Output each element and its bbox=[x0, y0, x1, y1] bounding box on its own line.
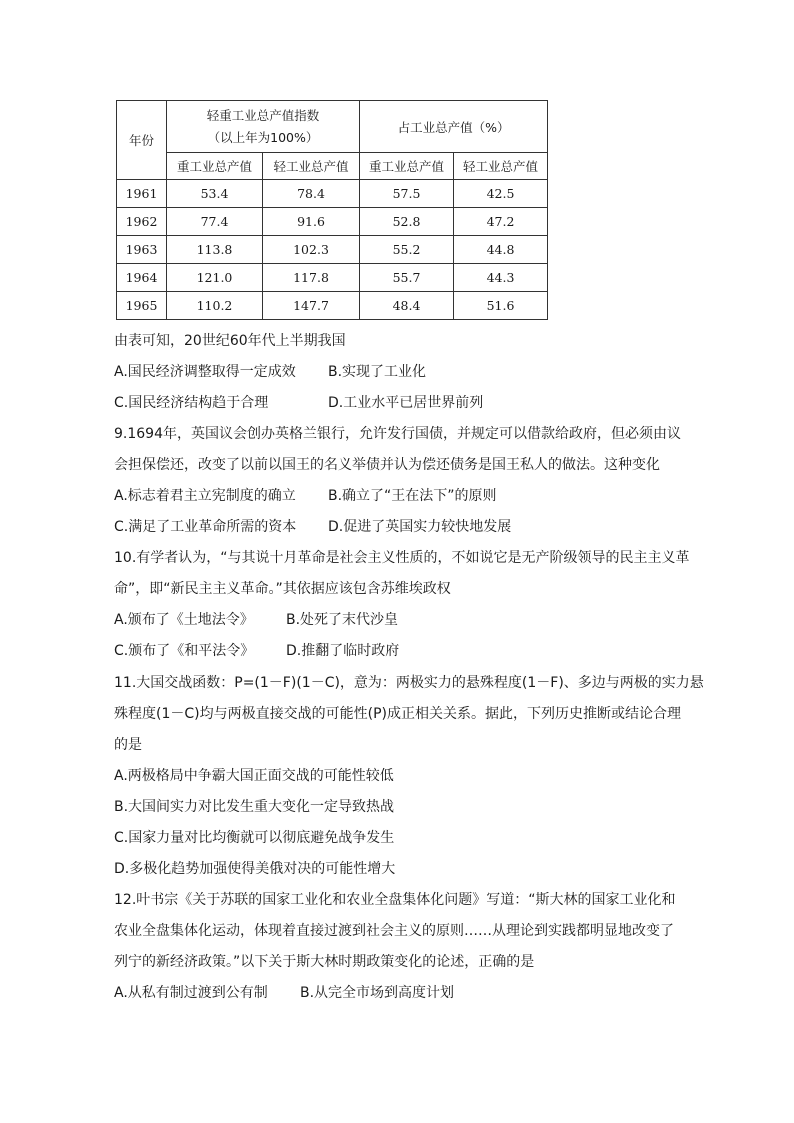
q12-stem-line-3: 列宁的新经济政策。”以下关于斯大林时期政策变化的论述，正确的是 bbox=[114, 954, 535, 970]
q10-option-a[interactable]: A.颁布了《土地法令》 bbox=[114, 612, 254, 628]
q8-option-c[interactable]: C.国民经济结构趋于合理 bbox=[114, 395, 269, 411]
q12-options-row-1 bbox=[114, 983, 454, 1003]
cell-value: 51.6 bbox=[454, 292, 548, 320]
cell-value: 121.0 bbox=[167, 264, 263, 292]
q8-options-row-1 bbox=[114, 362, 426, 382]
q8-option-a[interactable]: A.国民经济调整取得一定成效 bbox=[114, 364, 296, 380]
q12-stem-line-1: 12.叶书宗《关于苏联的国家工业化和农业全盘集体化问题》写道：“斯大林的国家工业化和 bbox=[114, 892, 676, 908]
cell-value: 47.2 bbox=[454, 208, 548, 236]
q9-option-b[interactable]: B.确立了“王在法下”的原则 bbox=[328, 488, 497, 504]
q8-options-row-2 bbox=[114, 393, 483, 413]
table-row bbox=[117, 236, 548, 264]
q9-stem-line-2: 会担保偿还，改变了以前以国王的名义举债并认为偿还债务是国王私人的做法。这种变化 bbox=[114, 457, 660, 473]
q9-stem-line-1: 9.1694年，英国议会创办英格兰银行，允许发行国债，并规定可以借款给政府，但必须由议 bbox=[114, 426, 681, 442]
table-row bbox=[117, 208, 548, 236]
cell-value: 102.3 bbox=[263, 236, 360, 264]
q9-option-c[interactable]: C.满足了工业革命所需的资本 bbox=[114, 519, 297, 535]
cell-value: 44.8 bbox=[454, 236, 548, 264]
industry-output-table bbox=[116, 100, 548, 320]
header-index-sub: （以上年为100%） bbox=[207, 129, 319, 145]
q8-option-d[interactable]: D.工业水平已居世界前列 bbox=[328, 395, 484, 411]
q12-option-a[interactable]: A.从私有制过渡到公有制 bbox=[114, 985, 268, 1001]
q10-options-row-2 bbox=[114, 641, 399, 661]
table-row bbox=[117, 180, 548, 208]
cell-value: 55.7 bbox=[360, 264, 454, 292]
table-row bbox=[117, 264, 548, 292]
cell-year: 1962 bbox=[117, 208, 167, 236]
cell-value: 77.4 bbox=[167, 208, 263, 236]
cell-value: 53.4 bbox=[167, 180, 263, 208]
q11-option-d[interactable]: D.多极化趋势加强使得美俄对决的可能性增大 bbox=[114, 861, 396, 877]
q8-option-b[interactable]: B.实现了工业化 bbox=[328, 364, 427, 380]
q10-stem-line-2: 命”，即“新民主主义革命。”其依据应该包含苏维埃政权 bbox=[114, 581, 451, 597]
q9-options-row-2 bbox=[114, 517, 511, 537]
cell-year: 1965 bbox=[117, 292, 167, 320]
cell-value: 110.2 bbox=[167, 292, 263, 320]
q10-option-b[interactable]: B.处死了末代沙皇 bbox=[286, 612, 399, 628]
q10-options-row-1 bbox=[114, 610, 398, 630]
subheader-light-index: 轻工业总产值 bbox=[263, 153, 360, 180]
q11-stem-line-1: 11.大国交战函数：P=(1－F)(1－C)，意为：两极实力的悬殊程度(1－F)、多边与两极的实力悬 bbox=[114, 675, 704, 691]
cell-year: 1961 bbox=[117, 180, 167, 208]
header-index bbox=[167, 101, 360, 153]
cell-value: 57.5 bbox=[360, 180, 454, 208]
subheader-heavy-share: 重工业总产值 bbox=[360, 153, 454, 180]
q9-option-d[interactable]: D.促进了英国实力较快地发展 bbox=[328, 519, 512, 535]
cell-year: 1963 bbox=[117, 236, 167, 264]
q12-stem-line-2: 农业全盘集体化运动，体现着直接过渡到社会主义的原则……从理论到实践都明显地改变了 bbox=[114, 923, 674, 939]
table-row bbox=[117, 292, 548, 320]
q12-option-b[interactable]: B.从完全市场到高度计划 bbox=[300, 985, 455, 1001]
q11-option-c[interactable]: C.国家力量对比均衡就可以彻底避免战争发生 bbox=[114, 830, 395, 846]
q11-option-a[interactable]: A.两极格局中争霸大国正面交战的可能性较低 bbox=[114, 768, 394, 784]
q10-option-d[interactable]: D.推翻了临时政府 bbox=[286, 643, 400, 659]
cell-value: 42.5 bbox=[454, 180, 548, 208]
header-index-title: 轻重工业总产值指数 bbox=[206, 107, 320, 123]
cell-value: 147.7 bbox=[263, 292, 360, 320]
q8-stem: 由表可知，20世纪60年代上半期我国 bbox=[114, 333, 346, 349]
header-year: 年份 bbox=[117, 101, 167, 180]
q9-options-row-1 bbox=[114, 486, 497, 506]
q10-option-c[interactable]: C.颁布了《和平法令》 bbox=[114, 643, 255, 659]
q11-option-b[interactable]: B.大国间实力对比发生重大变化一定导致热战 bbox=[114, 799, 395, 815]
subheader-heavy-index: 重工业总产值 bbox=[167, 153, 263, 180]
cell-value: 117.8 bbox=[263, 264, 360, 292]
cell-year: 1964 bbox=[117, 264, 167, 292]
q11-stem-line-2: 殊程度(1－C)均与两极直接交战的可能性(P)成正相关关系。据此，下列历史推断或结论合理 bbox=[114, 706, 681, 722]
subheader-light-share: 轻工业总产值 bbox=[454, 153, 548, 180]
cell-value: 113.8 bbox=[167, 236, 263, 264]
cell-value: 78.4 bbox=[263, 180, 360, 208]
header-share: 占工业总产值（%） bbox=[360, 101, 548, 153]
q10-stem-line-1: 10.有学者认为，“与其说十月革命是社会主义性质的，不如说它是无产阶级领导的民主主义革 bbox=[114, 550, 690, 566]
cell-value: 48.4 bbox=[360, 292, 454, 320]
cell-value: 55.2 bbox=[360, 236, 454, 264]
cell-value: 52.8 bbox=[360, 208, 454, 236]
cell-value: 44.3 bbox=[454, 264, 548, 292]
cell-value: 91.6 bbox=[263, 208, 360, 236]
q11-stem-line-3: 的是 bbox=[114, 737, 142, 753]
q9-option-a[interactable]: A.标志着君主立宪制度的确立 bbox=[114, 488, 296, 504]
